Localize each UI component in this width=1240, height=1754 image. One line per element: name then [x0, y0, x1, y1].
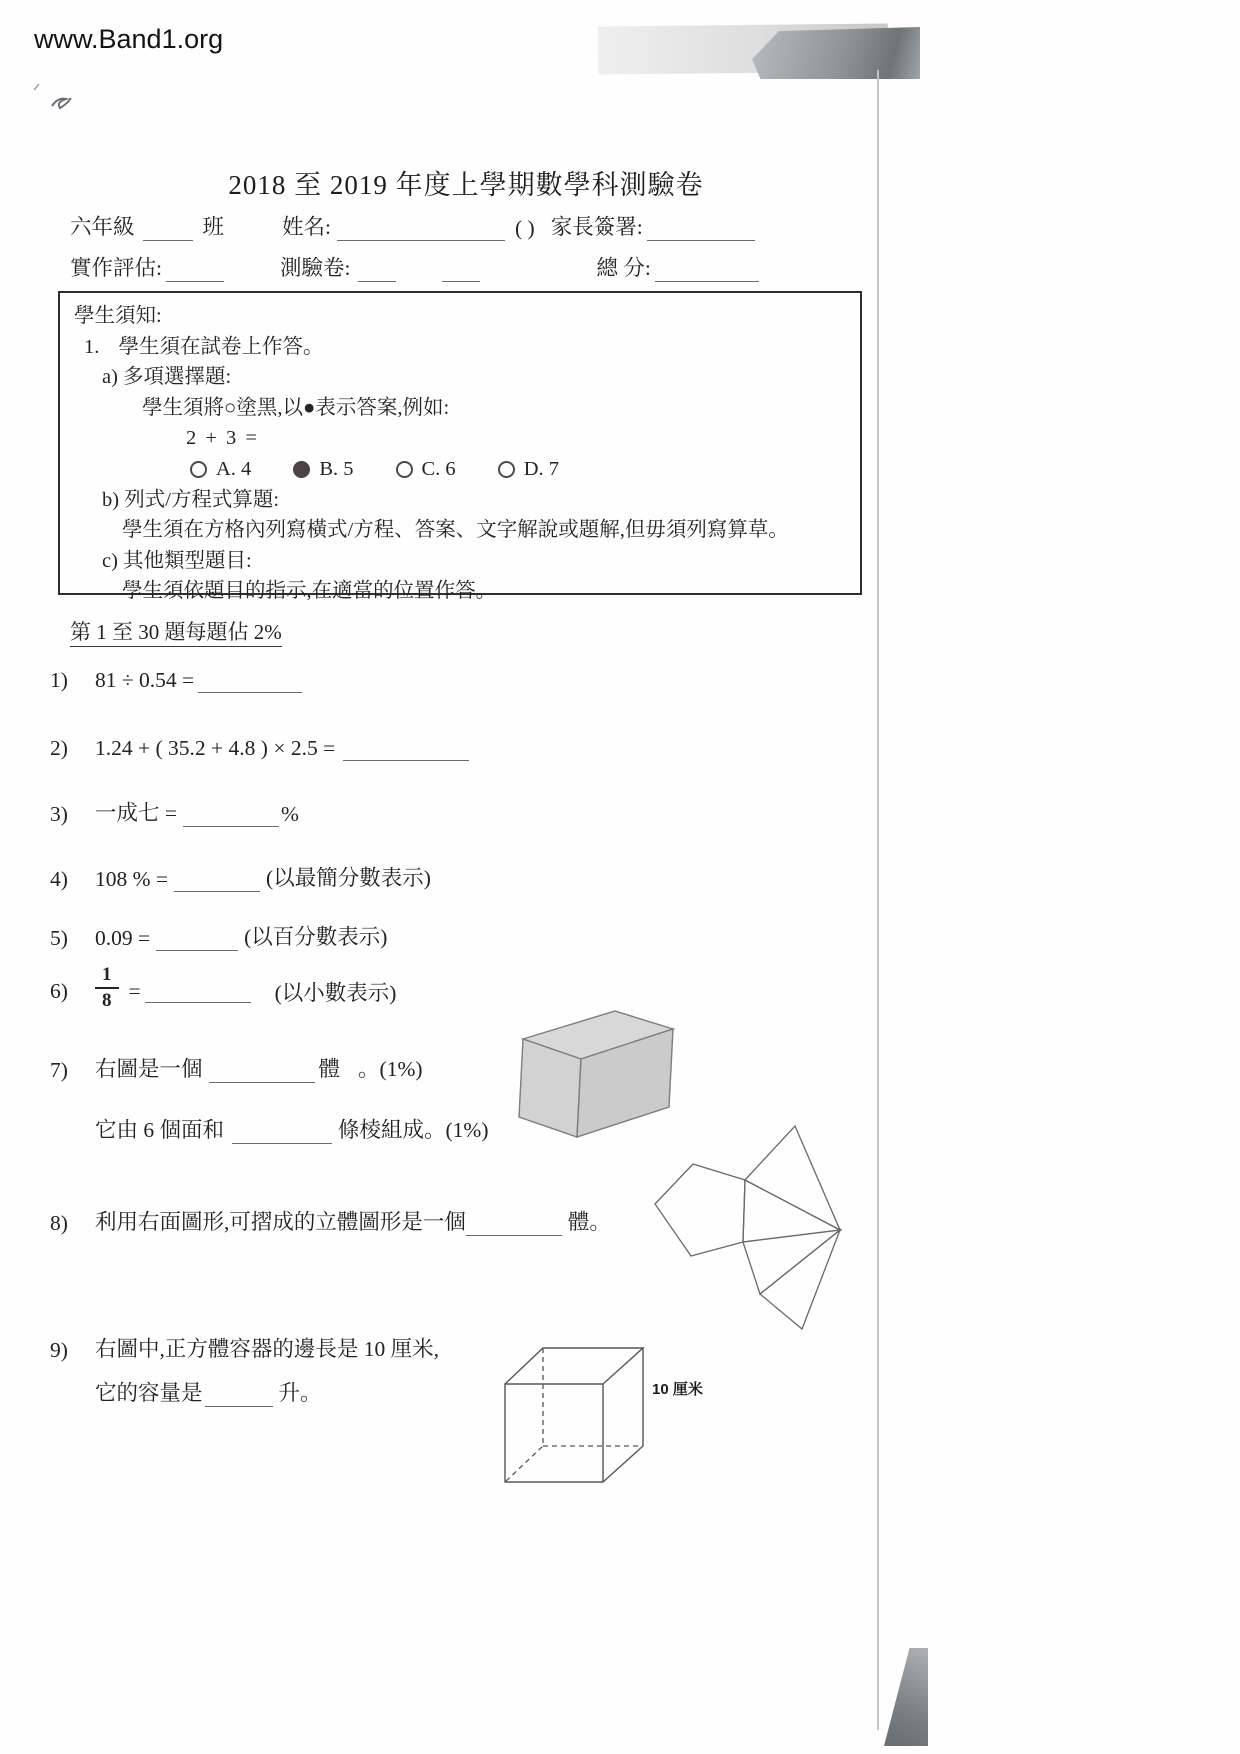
site-watermark: www.Band1.org [34, 24, 224, 54]
total-score-blank [655, 259, 759, 282]
question-6-note: (以小數表示) [274, 981, 397, 1006]
class-label: 班 [202, 215, 225, 239]
question-7-text-2-pre: 它由 6 個面和 [95, 1118, 225, 1142]
question-5 [50, 920, 890, 951]
header-line-2 [70, 251, 870, 282]
question-3-text: 一成七 = [95, 801, 178, 825]
option-a-label: A. 4 [216, 457, 252, 480]
test-blank-2 [442, 259, 480, 282]
test-blank-1 [358, 259, 396, 282]
question-1-number: 1) [50, 668, 68, 692]
option-d-circle-icon [498, 461, 515, 478]
option-d-label: D. 7 [523, 457, 559, 480]
option-c-circle-icon [396, 461, 413, 478]
question-4-text: 108 % = [95, 867, 169, 891]
practical-blank [166, 259, 224, 282]
question-7-line-1 [50, 1052, 890, 1083]
question-7-answer-blank-2 [232, 1121, 332, 1144]
instruction-c-label: c) 其他類型題目: [102, 549, 252, 572]
question-3 [50, 796, 890, 827]
question-8-net-figure [652, 1122, 847, 1332]
question-8-period: 。 [589, 1210, 611, 1234]
question-4-number: 4) [50, 867, 68, 891]
instruction-item-1 [74, 332, 846, 363]
question-6-answer-blank [145, 981, 251, 1004]
section-heading [70, 616, 282, 646]
question-8-text: 利用右面圖形,可摺成的立體圖形是一個 [95, 1210, 466, 1234]
question-9-text-2-post: 升。 [278, 1381, 322, 1405]
question-4-answer-blank [174, 869, 260, 892]
question-6-equals: = [128, 979, 141, 1004]
question-6-number: 6) [50, 979, 68, 1004]
option-b [293, 454, 353, 485]
question-1-text: 81 ÷ 0.54 = [95, 668, 195, 692]
question-7-answer-blank-1 [209, 1060, 315, 1083]
name-blank [337, 218, 505, 241]
paper-title: 2018 至 2019 年度上學期數學科測驗卷 [228, 170, 704, 200]
cube-dimension-label: 10 厘米 [652, 1381, 703, 1398]
question-9-line-1 [50, 1332, 890, 1363]
question-5-note: (以百分數表示) [244, 925, 388, 949]
question-6-fraction [95, 964, 119, 1012]
fraction-numerator: 1 [95, 964, 119, 989]
instruction-item-1-text: 學生須在試卷上作答。 [118, 335, 324, 358]
question-9-answer-blank [205, 1384, 273, 1407]
question-3-answer-blank [183, 804, 279, 827]
option-a-circle-icon [190, 461, 207, 478]
question-7-unit: 體 [318, 1057, 341, 1081]
option-a [190, 454, 251, 485]
option-b-circle-filled-icon [293, 461, 310, 478]
question-4 [50, 861, 890, 892]
question-2 [50, 736, 890, 761]
test-paper-label: 測驗卷: [279, 256, 351, 280]
instructions-box [58, 291, 862, 602]
instruction-a-text: 學生須將○塗黑,以●表示答案,例如: [142, 396, 450, 419]
question-9-number: 9) [50, 1338, 68, 1362]
parent-sign-blank [647, 218, 755, 241]
pen-scribble [30, 80, 90, 124]
instruction-b-text: 學生須在方格內列寫橫式/方程、答案、文字解說或題解,但毋須列寫算草。 [122, 519, 789, 541]
parent-sign-label: 家長簽署: [550, 215, 643, 239]
option-b-label: B. 5 [319, 457, 354, 480]
section-heading-text: 第 1 至 30 題每題佔 2% [70, 620, 282, 647]
question-8-unit: 體 [567, 1210, 590, 1234]
instruction-item-1-number: 1. [84, 335, 100, 358]
question-8-answer-blank [466, 1213, 562, 1236]
question-3-number: 3) [50, 802, 68, 826]
instruction-c-text: 學生須依題目的指示,在適當的位置作答。 [122, 580, 497, 602]
instruction-a-label: a) 多項選擇題: [102, 366, 232, 388]
question-6 [50, 964, 890, 1016]
question-2-text: 1.24 + ( 35.2 + 4.8 ) × 2.5 = [95, 736, 336, 760]
question-7-number: 7) [50, 1058, 68, 1082]
question-9-cube-figure [497, 1336, 649, 1498]
question-1-answer-blank [198, 670, 302, 693]
question-2-answer-blank [343, 738, 469, 761]
total-score-label: 總 分: [596, 256, 651, 280]
fraction-denominator: 8 [102, 989, 112, 1011]
question-7-text-pre: 右圖是一個 [95, 1057, 203, 1081]
practical-assessment-label: 實作評估: [70, 256, 162, 280]
question-7-score-1: 。(1%) [358, 1057, 423, 1081]
question-8-number: 8) [50, 1211, 68, 1235]
scan-artifact-bottom-corner [884, 1648, 928, 1746]
header-line-1 [70, 210, 870, 241]
example-options-row [74, 454, 846, 485]
question-7-prism-figure [505, 1005, 677, 1141]
question-5-text: 0.09 = [95, 926, 151, 950]
question-5-answer-blank [156, 928, 238, 951]
question-5-number: 5) [50, 926, 68, 950]
question-4-note: (以最簡分數表示) [266, 866, 431, 890]
question-1 [50, 668, 890, 693]
scan-artifact-edge-line [877, 70, 879, 1730]
question-3-percent: % [281, 802, 299, 826]
class-blank [143, 218, 193, 241]
question-9-text-2-pre: 它的容量是 [95, 1381, 203, 1405]
example-equation: 2 + 3 = [186, 427, 259, 449]
option-c [396, 454, 456, 485]
instruction-b-label: b) 列式/方程式算題: [102, 488, 280, 511]
question-7-text-2-post: 條棱組成。(1%) [338, 1118, 489, 1142]
option-c-label: C. 6 [421, 457, 456, 480]
name-paren: ( ) [515, 216, 535, 240]
name-label: 姓名: [282, 215, 332, 239]
grade-label: 六年級 [70, 215, 135, 239]
instructions-heading: 學生須知: [74, 305, 162, 327]
question-2-number: 2) [50, 736, 68, 760]
question-9-text-1: 右圖中,正方體容器的邊長是 10 厘米, [95, 1337, 440, 1361]
scan-artifact-band-dark [752, 27, 920, 79]
option-d [498, 454, 559, 485]
